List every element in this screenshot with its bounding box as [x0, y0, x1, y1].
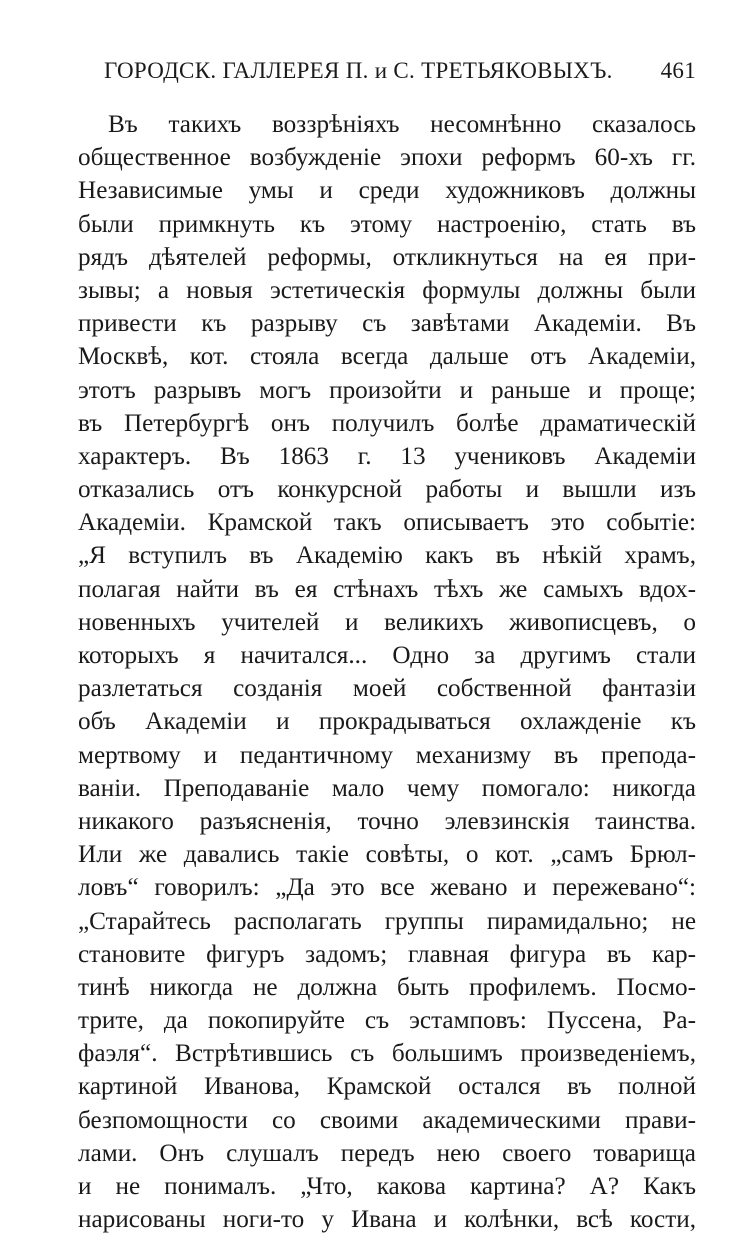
text-line: отказались отъ конкурсной работы и вышли изъ: [78, 476, 696, 504]
text-line: ваніи. Преподаваніе мало чему помогало: никогда: [78, 774, 696, 802]
running-head: [104, 58, 696, 92]
text-line: были примкнуть къ этому настроенію, стать въ: [78, 210, 696, 238]
text-line: Или же давались такіе совѣты, о кот. „самъ Брюл-: [78, 841, 696, 869]
text-line: фаэля“. Встрѣтившись съ большимъ произведеніемъ,: [78, 1040, 696, 1068]
text-line: объ Академіи и прокрадываться охлажденіе къ: [78, 708, 696, 736]
text-line: нарисованы ноги-то у Ивана и колѣнки, всѣ кости,: [78, 1206, 696, 1234]
text-line: привести къ разрыву съ завѣтами Академіи. Въ: [78, 310, 696, 338]
text-line: „Старайтесь располагать группы пирамидально; не: [78, 907, 696, 935]
text-line: полагая найти въ ея стѣнахъ тѣхъ же самыхъ вдох-: [78, 575, 696, 603]
text-line: ловъ“ говорилъ: „Да это все жевано и пережевано“:: [78, 874, 696, 902]
text-line: лами. Онъ слушалъ передъ нею своего товарища: [78, 1139, 696, 1167]
text-line: Независимые умы и среди художниковъ должны: [78, 177, 696, 205]
page-number: 461: [660, 58, 696, 83]
text-line: становите фигуръ задомъ; главная фигура въ кар-: [78, 940, 696, 968]
text-line: зывы; а новыя эстетическія формулы должны были: [78, 276, 696, 304]
text-line: Москвѣ, кот. стояла всегда дальше отъ Академіи,: [78, 343, 696, 371]
text-line: Академіи. Крамской такъ описываетъ это событіе:: [78, 509, 696, 537]
text-line: этотъ разрывъ могъ произойти и раньше и проще;: [78, 376, 696, 404]
text-line: никакого разъясненія, точно элевзинскія таинства.: [78, 807, 696, 835]
text-line: которыхъ я начитался... Одно за другимъ стали: [78, 642, 696, 669]
text-line: картиной Иванова, Крамской остался въ полной: [78, 1073, 696, 1101]
text-line: разлетаться созданія моей собственной фантазіи: [78, 675, 696, 703]
text-line: характеръ. Въ 1863 г. 13 учениковъ Академіи: [78, 442, 696, 470]
text-line: и не понималъ. „Что, какова картина? А? Какъ: [78, 1173, 696, 1200]
running-head-title: ГОРОДСК. ГАЛЛЕРЕЯ П. и С. ТРЕТЬЯКОВЫХЪ.: [104, 58, 613, 83]
text-line: „Я вступилъ въ Академію какъ въ нѣкій храмъ,: [78, 542, 696, 570]
text-line: тинѣ никогда не должна быть профилемъ. Посмо-: [78, 973, 696, 1001]
body-text: [78, 108, 696, 1236]
text-line: безпомощности со своими академическими прави-: [78, 1106, 696, 1134]
text-line: въ Петербургѣ онъ получилъ болѣе драматическій: [78, 409, 696, 437]
text-line: трите, да покопируйте съ эстамповъ: Пуссена, Ра-: [78, 1007, 696, 1035]
text-line: мертвому и педантичному механизму въ препода-: [78, 741, 696, 769]
text-line: рядъ дѣятелей реформы, откликнуться на ея при-: [78, 243, 696, 271]
text-line: Въ такихъ воззрѣніяхъ несомнѣнно сказалось: [108, 111, 696, 138]
text-line: новенныхъ учителей и великихъ живописцевъ, о: [78, 608, 696, 636]
text-line: общественное возбужденіе эпохи реформъ 60-хъ гг.: [78, 144, 696, 172]
